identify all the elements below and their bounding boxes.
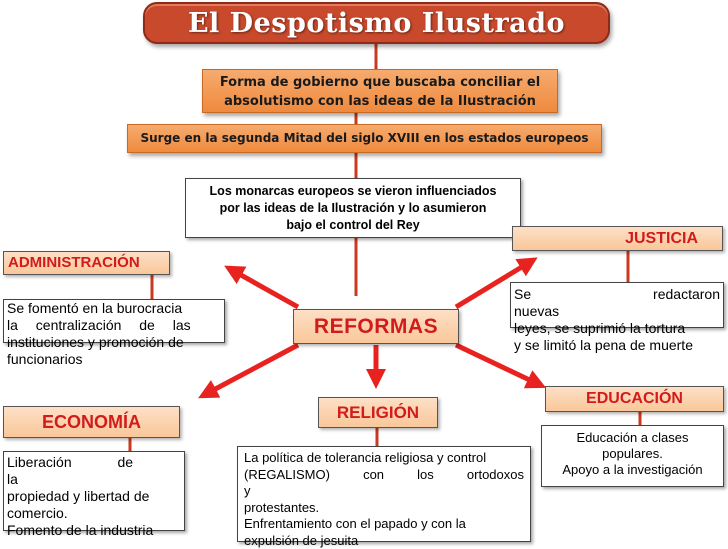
administracion-line: Se fomentó en la burocracia	[7, 300, 221, 317]
justicia-line: leyes, se suprimió la tortura	[514, 320, 720, 337]
educacion-header: EDUCACIÓN	[545, 386, 724, 412]
administracion-text	[3, 299, 225, 343]
administracion-line: funcionarios	[7, 351, 221, 368]
economia-text	[3, 451, 185, 531]
justicia-text	[510, 282, 724, 328]
administracion-header: ADMINISTRACIÓN	[3, 251, 170, 275]
educacion-line: Apoyo a la investigación	[542, 462, 723, 478]
definition-line: Forma de gobierno que buscaba conciliar el	[203, 73, 557, 92]
educacion-line: populares.	[542, 446, 723, 462]
definition-line: absolutismo con las ideas de la Ilustración	[203, 92, 557, 111]
religion-line: protestantes.	[244, 500, 524, 517]
economia-line: comercio.	[7, 505, 181, 522]
economia-line: Liberación de la	[7, 454, 181, 488]
religion-header: RELIGIÓN	[318, 397, 438, 428]
monarchs-box	[185, 178, 521, 238]
monarchs-line: bajo el control del Rey	[186, 217, 520, 234]
page-title: El Despotismo Ilustrado	[143, 2, 610, 44]
justicia-line: y se limitó la pena de muerte	[514, 337, 720, 354]
economia-header: ECONOMÍA	[3, 406, 180, 438]
economia-line: Fomento de la industria	[7, 522, 181, 539]
religion-line: La política de tolerancia religiosa y control	[244, 450, 524, 467]
educacion-text	[541, 425, 724, 487]
definition-box	[202, 69, 558, 113]
religion-text	[237, 446, 531, 542]
administracion-line: instituciones y promoción de	[7, 334, 221, 351]
justicia-header: JUSTICIA	[512, 226, 723, 251]
monarchs-line: Los monarcas europeos se vieron influenciados	[186, 183, 520, 200]
economia-line: propiedad y libertad de	[7, 488, 181, 505]
monarchs-line: por las ideas de la Ilustración y lo asumieron	[186, 200, 520, 217]
religion-line: expulsión de jesuita	[244, 533, 524, 549]
religion-line: Enfrentamiento con el papado y con la	[244, 516, 524, 533]
origin-box: Surge en la segunda Mitad del siglo XVIII en los estados europeos	[127, 124, 602, 153]
reformas-node: REFORMAS	[293, 309, 459, 344]
religion-line: (REGALISMO) con los ortodoxos y	[244, 467, 524, 500]
arrow-to-administracion	[232, 270, 298, 307]
administracion-line: la centralización de las	[7, 317, 221, 334]
justicia-line: Se redactaron nuevas	[514, 286, 720, 320]
educacion-line: Educación a clases	[542, 430, 723, 446]
